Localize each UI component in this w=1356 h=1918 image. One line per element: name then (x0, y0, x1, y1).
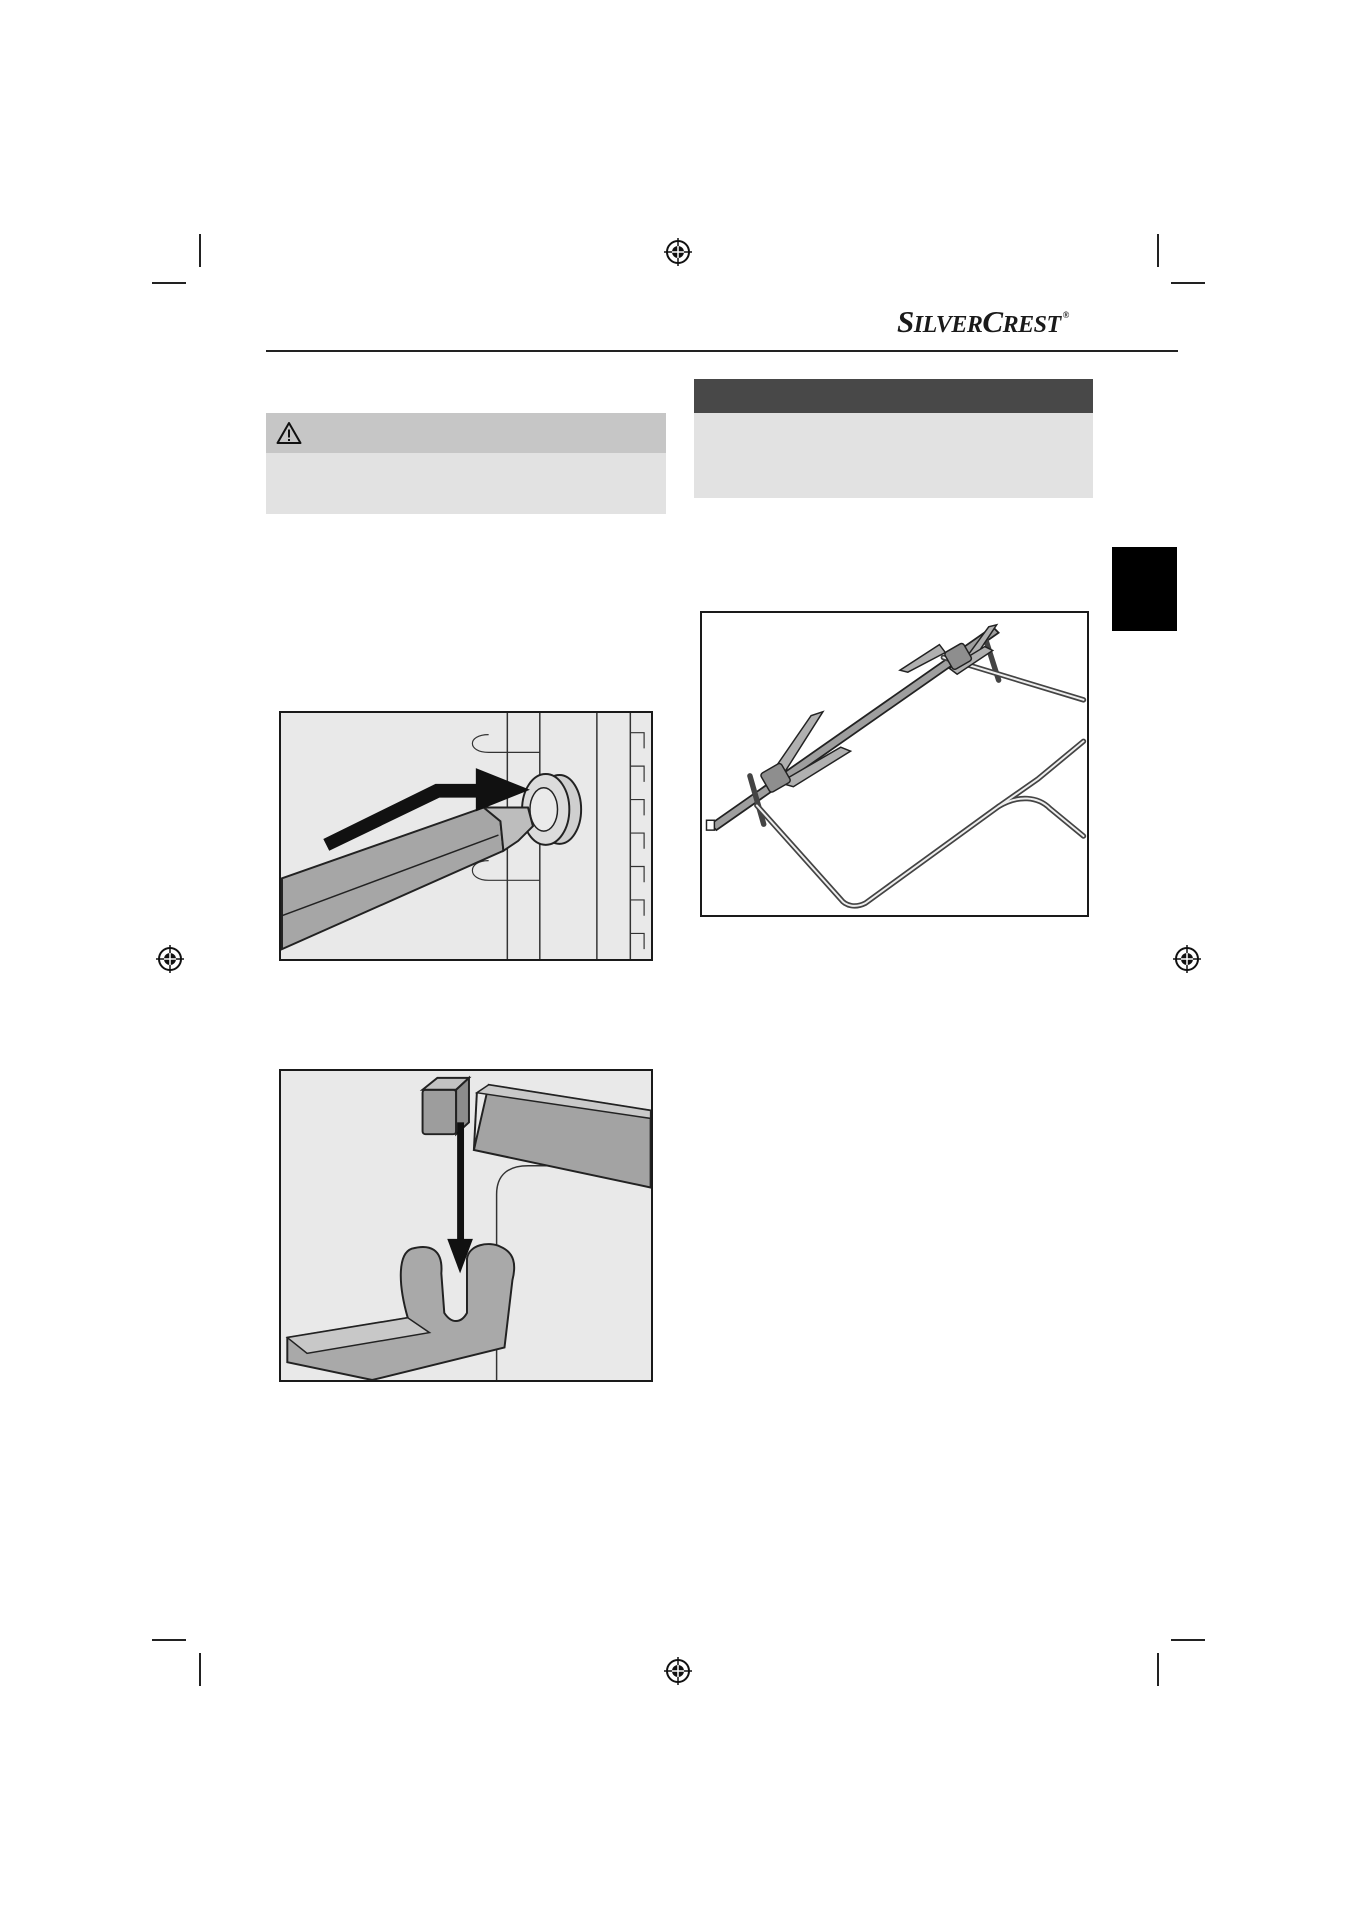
screwdriver-figure (279, 711, 653, 961)
skewer-holder-illustration-icon (281, 1071, 651, 1380)
crop-mark (199, 1653, 201, 1686)
rotisserie-spit-illustration-icon (702, 613, 1087, 915)
screwdriver-illustration-icon (281, 713, 651, 959)
crop-mark (1171, 282, 1205, 284)
crop-mark (1157, 1653, 1159, 1686)
crop-mark (1157, 234, 1159, 267)
warning-triangle-icon (276, 421, 302, 445)
rotisserie-figure (700, 611, 1089, 917)
brand-letters: ILVER (913, 312, 983, 338)
warning-box-header (266, 413, 666, 453)
registration-mark-icon (1172, 944, 1202, 974)
registration-mark-icon (155, 944, 185, 974)
brand-logo (897, 304, 1097, 340)
registration-mark-icon (663, 1656, 693, 1686)
skewer-holder-figure (279, 1069, 653, 1382)
brand-letter: S (897, 304, 914, 339)
crop-mark (1171, 1639, 1205, 1641)
note-box-header (694, 379, 1093, 413)
language-side-tab (1112, 547, 1177, 631)
note-box-body (694, 413, 1093, 498)
registration-mark-icon (663, 237, 693, 267)
registered-mark: ® (1062, 310, 1069, 320)
crop-mark (152, 282, 186, 284)
brand-letters: REST (1002, 312, 1061, 338)
crop-mark (199, 234, 201, 267)
brand-letter: C (982, 304, 1003, 339)
warning-box-body (266, 453, 666, 514)
crop-mark (152, 1639, 186, 1641)
header-rule (266, 350, 1178, 352)
